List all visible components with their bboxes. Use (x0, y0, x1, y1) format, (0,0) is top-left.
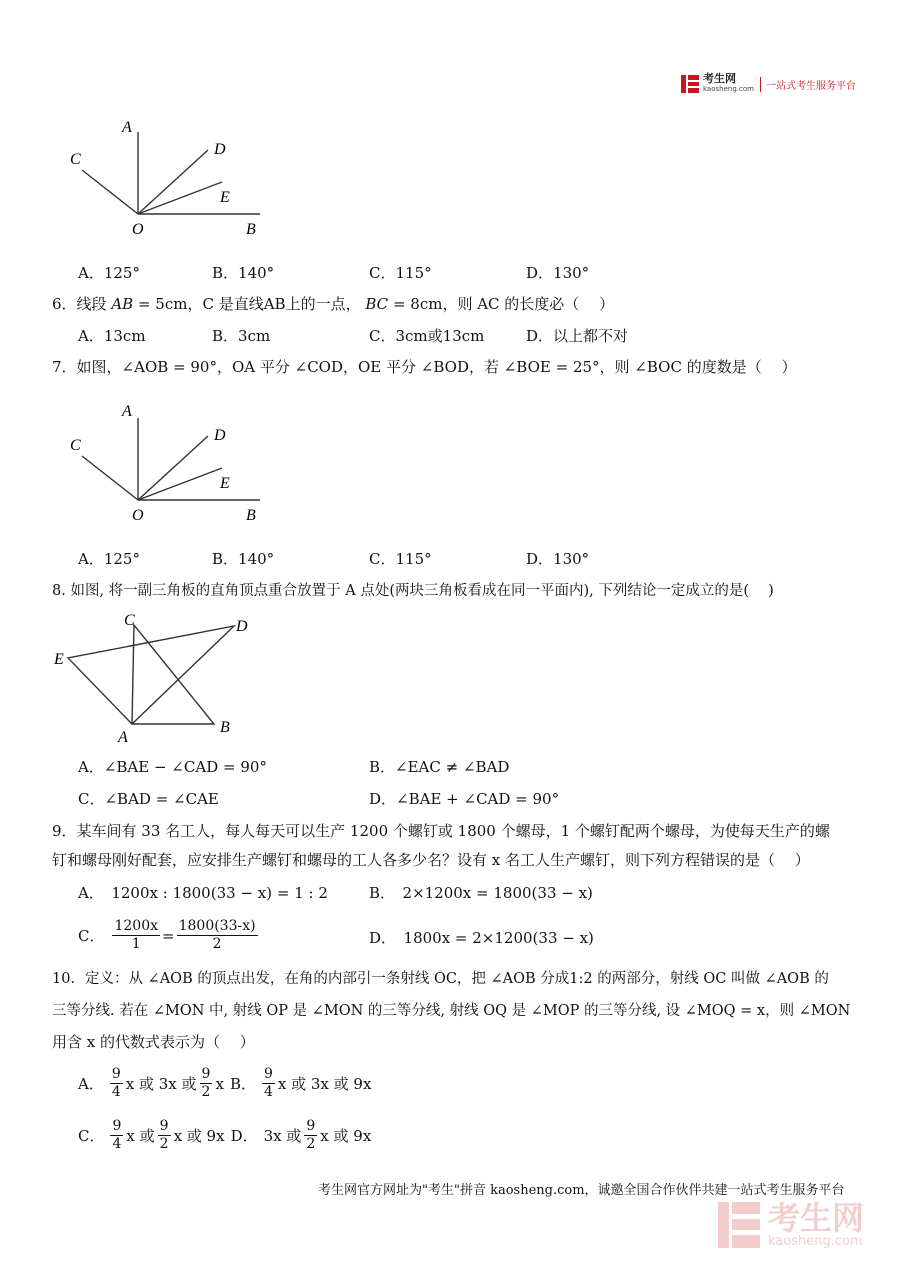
q10-option-d-label: D． (230, 1126, 258, 1145)
q9-line2: 钉和螺母刚好配套，应安排生产螺钉和螺母的工人各多少名？设有 x 名工人生产螺钉，则下列方程错误的是（ ） (52, 851, 810, 869)
ray-od (138, 150, 208, 214)
q10-option-a-mid: x 或 3x 或 (125, 1074, 197, 1093)
q9-option-c-fraction-left (112, 918, 160, 953)
triangle-acb (132, 625, 214, 724)
label-a: A (122, 403, 132, 420)
label-o: O (132, 507, 144, 524)
q6-option-c: C．3cm或13cm (369, 327, 485, 345)
q10-line2: 三等分线. 若在 ∠MON 中, 射线 OP 是 ∠MON 的三等分线, 射线 OQ 是 ∠MOP 的三等分线, 设 ∠MOQ = x，则 ∠MON (52, 1003, 851, 1019)
logo-cn: 考生网 (703, 72, 736, 85)
q10-option-c-fraction2 (158, 1118, 171, 1153)
q10-line1: 10．定义：从 ∠AOB 的顶点出发，在角的内部引一条射线 OC，把 ∠AOB 分成1:2 的两部分，射线 OC 叫做 ∠AOB 的 (52, 971, 829, 987)
header-logo (680, 72, 856, 96)
kaosheng-logo-icon (680, 74, 700, 94)
label-c: C (70, 151, 81, 168)
fraction-denominator: 2 (306, 1136, 316, 1152)
q7-option-c: C．115° (369, 550, 432, 568)
q10-option-b-fraction1 (262, 1066, 275, 1101)
q6-eq1: = 5cm (137, 295, 188, 313)
q9-option-a: A． 1200x : 1800(33 − x) = 1 : 2 (78, 884, 328, 902)
watermark-en: kaosheng.com (768, 1234, 863, 1249)
label-e: E (220, 189, 230, 206)
fraction-numerator: 9 (306, 1118, 316, 1134)
q8-option-a: A．∠BAE − ∠CAD = 90° (78, 758, 267, 776)
q10-option-d-head: 3x 或 (263, 1126, 302, 1145)
watermark-logo (716, 1200, 864, 1250)
q6-option-a: A．13cm (78, 327, 146, 345)
label-a: A (122, 119, 132, 136)
q9-option-c-eq: = (162, 926, 175, 945)
q10-option-c-tail: x 或 9x (173, 1126, 225, 1145)
label-b: B (220, 719, 230, 736)
q6-num: 6．线段 (52, 295, 107, 313)
q6-option-b: B．3cm (212, 327, 271, 345)
q9-option-c-fraction-right (177, 918, 258, 953)
fraction-denominator: 4 (263, 1084, 273, 1100)
q5-option-b: B．140° (212, 264, 275, 282)
logo-en: kaosheng.com (703, 85, 754, 93)
q7-stem: 7．如图，∠AOB = 90°，OA 平分 ∠COD，OE 平分 ∠BOD，若 ∠BOE = 25°，则 ∠BOC 的度数是（ ） (52, 358, 797, 376)
fraction-numerator: 9 (263, 1066, 273, 1082)
label-c: C (124, 612, 135, 629)
q6-tail: ，则 AC 的长度必（ ） (442, 295, 615, 313)
fraction-denominator: 2 (212, 936, 222, 952)
label-c: C (70, 437, 81, 454)
q10-line3: 用含 x 的代数式表示为（ ） (52, 1033, 255, 1051)
q5-option-a: A．125° (78, 264, 140, 282)
q10-option-c-label: C． (78, 1126, 105, 1145)
fraction-numerator: 1800(33-x) (178, 918, 256, 934)
q7-option-a: A．125° (78, 550, 140, 568)
q8-option-c: C．∠BAD = ∠CAE (78, 790, 219, 808)
q9-option-d: D． 1800x = 2×1200(33 − x) (369, 929, 594, 947)
q6-ab: AB (111, 295, 134, 313)
fraction-denominator: 4 (111, 1084, 121, 1100)
q6-eq2: = 8cm (392, 295, 443, 313)
fraction-numerator: 9 (112, 1118, 122, 1134)
q5-option-d: D．130° (526, 264, 590, 282)
q8-triangle-figure (48, 608, 268, 748)
q10-option-c-mid: x 或 (126, 1126, 155, 1145)
fraction-numerator: 9 (201, 1066, 211, 1082)
footer-text: 考生网官方网址为"考生"拼音 kaosheng.com，诚邀全国合作伙伴共建一站式考生服务平台 (318, 1183, 845, 1198)
ray-od (138, 436, 208, 500)
q7-option-d: D．130° (526, 550, 590, 568)
fraction-denominator: 1 (131, 936, 141, 952)
fraction-numerator: 1200x (114, 918, 159, 934)
q9-option-c-label: C． (78, 926, 105, 945)
fraction-numerator: 9 (111, 1066, 121, 1082)
q5-option-c: C．115° (369, 264, 432, 282)
fraction-denominator: 2 (201, 1084, 211, 1100)
q6-bc: BC (365, 295, 389, 313)
q8-option-d: D．∠BAE + ∠CAD = 90° (369, 790, 560, 808)
fraction-denominator: 2 (159, 1136, 169, 1152)
fraction-numerator: 9 (159, 1118, 169, 1134)
q5-angle-figure (60, 110, 280, 240)
ray-oc (82, 456, 138, 500)
label-d: D (236, 618, 248, 635)
q10-option-a-fraction2 (200, 1066, 213, 1101)
q10-option-c (78, 1118, 371, 1153)
q6-c-is: ，C 是直线AB上的一点， (187, 295, 361, 313)
q7-option-b: B．140° (212, 550, 275, 568)
label-d: D (214, 141, 226, 158)
ray-oe (138, 468, 222, 500)
q9-option-c (78, 918, 258, 953)
ray-oc (82, 170, 138, 214)
q10-option-a-label: A． (78, 1074, 104, 1093)
label-e: E (54, 651, 64, 668)
label-o: O (132, 221, 144, 238)
q6-stem (52, 294, 614, 314)
q9-line1: 9．某车间有 33 名工人，每人每天可以生产 1200 个螺钉或 1800 个螺母，1 个螺钉配两个螺母，为使每天生产的螺 (52, 822, 830, 840)
q8-stem: 8. 如图, 将一副三角板的直角顶点重合放置于 A 点处(两块三角板看成在同一平面内), 下列结论一定成立的是( ) (52, 583, 774, 599)
q10-option-b-label: B． (229, 1074, 256, 1093)
q10-option-b-tail: x 或 3x 或 9x (277, 1074, 372, 1093)
q6-option-d: D．以上都不对 (526, 327, 629, 345)
ray-oe (138, 182, 222, 214)
label-b: B (246, 507, 256, 524)
label-b: B (246, 221, 256, 238)
q10-option-a-fraction1 (110, 1066, 123, 1101)
q8-option-b: B．∠EAC ≠ ∠BAD (369, 758, 510, 776)
logo-slogan: 一站式考生服务平台 (760, 77, 856, 92)
label-e: E (220, 475, 230, 492)
q10-option-a-tail: x (215, 1074, 224, 1093)
q10-option-d-tail: x 或 9x (320, 1126, 372, 1145)
q10-option-d-fraction1 (304, 1118, 317, 1153)
q9-option-b: B． 2×1200x = 1800(33 − x) (369, 884, 593, 902)
label-d: D (214, 427, 226, 444)
watermark-cn: 考生网 (768, 1199, 865, 1237)
label-a: A (118, 729, 128, 746)
watermark-logo-icon (716, 1200, 762, 1250)
triangle-aed (68, 626, 234, 724)
q10-option-c-fraction1 (110, 1118, 123, 1153)
q7-angle-figure (60, 396, 280, 526)
q10-option-a (78, 1066, 371, 1101)
fraction-denominator: 4 (112, 1136, 122, 1152)
